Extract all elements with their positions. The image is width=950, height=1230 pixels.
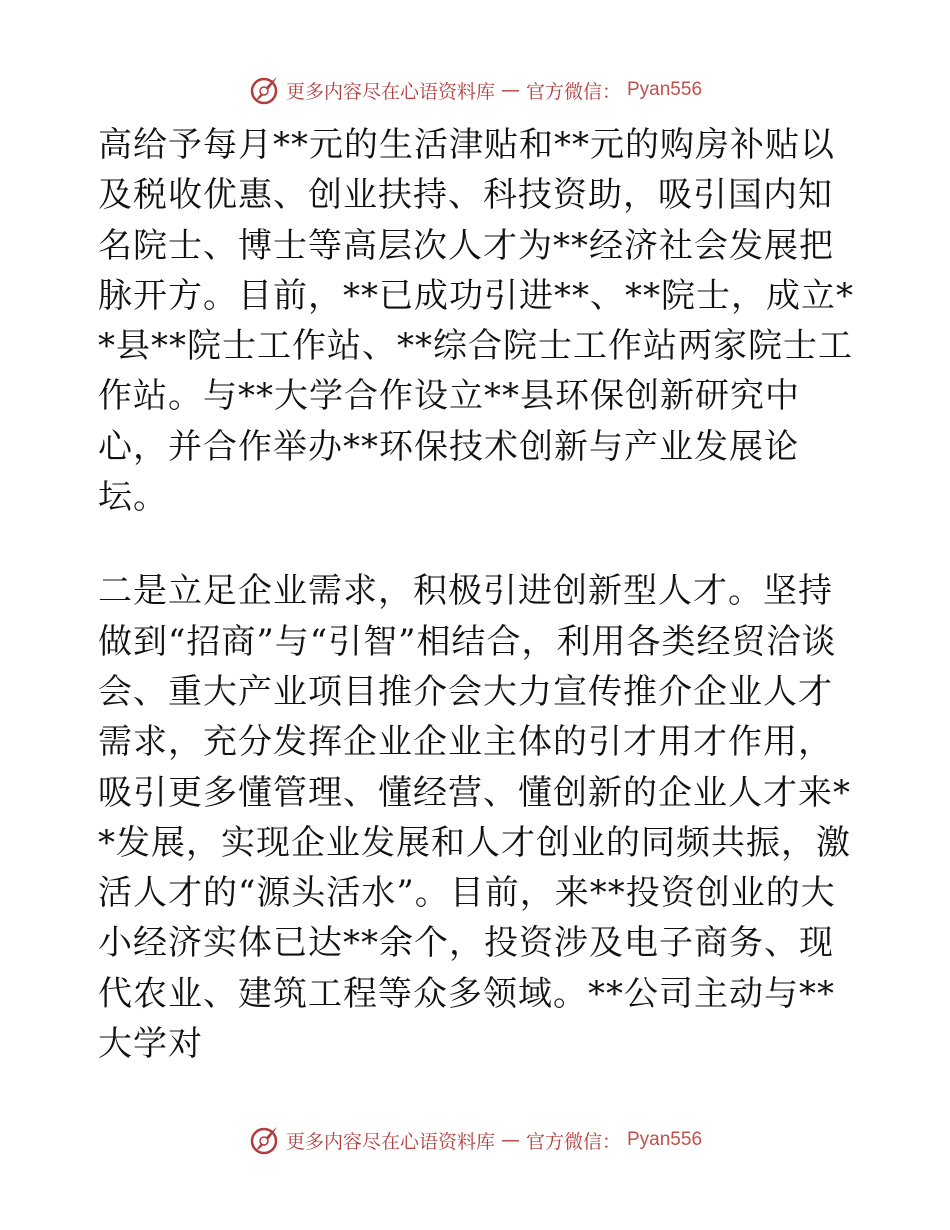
feather-pen-circle-icon <box>248 1124 280 1156</box>
header-banner <box>0 70 950 110</box>
banner-contact-label: 官方微信： <box>525 80 621 103</box>
banner-separator: — <box>500 1129 520 1151</box>
banner-contact-id: Pyan556 <box>627 1129 703 1150</box>
body-paragraph: 高给予每月**元的生活津贴和**元的购房补贴以及税收优惠、创业扶持、科技资助，吸引国内知名院士、博士等高层次人才为**经济社会发展把脉开方。目前，**已成功引进**、**院士，成立**县**院士工作站、**综合院士工作站两家院士工作站。与**大学合作设立**县环保创新研究中心，并合作举办**环保技术创新与产业发展论坛。 <box>98 125 854 518</box>
feather-pen-circle-icon <box>248 74 280 106</box>
banner-separator: — <box>500 79 520 101</box>
banner-site-text: 更多内容尽在心语资料库 <box>285 1130 495 1153</box>
document-body <box>98 120 858 1069</box>
banner-site-text: 更多内容尽在心语资料库 <box>285 80 495 103</box>
footer-banner <box>0 1120 950 1160</box>
banner-contact-id: Pyan556 <box>627 79 703 100</box>
banner-contact-label: 官方微信： <box>525 1130 621 1153</box>
body-paragraph: 二是立足企业需求，积极引进创新型人才。坚持做到“招商”与“引智”相结合，利用各类经贸洽谈会、重大产业项目推介会大力宣传推介企业人才需求，充分发挥企业企业主体的引才用才作用，吸引更多懂管理、懂经营、懂创新的企业人才来**发展，实现企业发展和人才创业的同频共振，激活人才的“源头活水”。目前，来**投资创业的大小经济实体已达**余个，投资涉及电子商务、现代农业、建筑工程等众多领域。**公司主动与**大学对 <box>98 571 851 1065</box>
